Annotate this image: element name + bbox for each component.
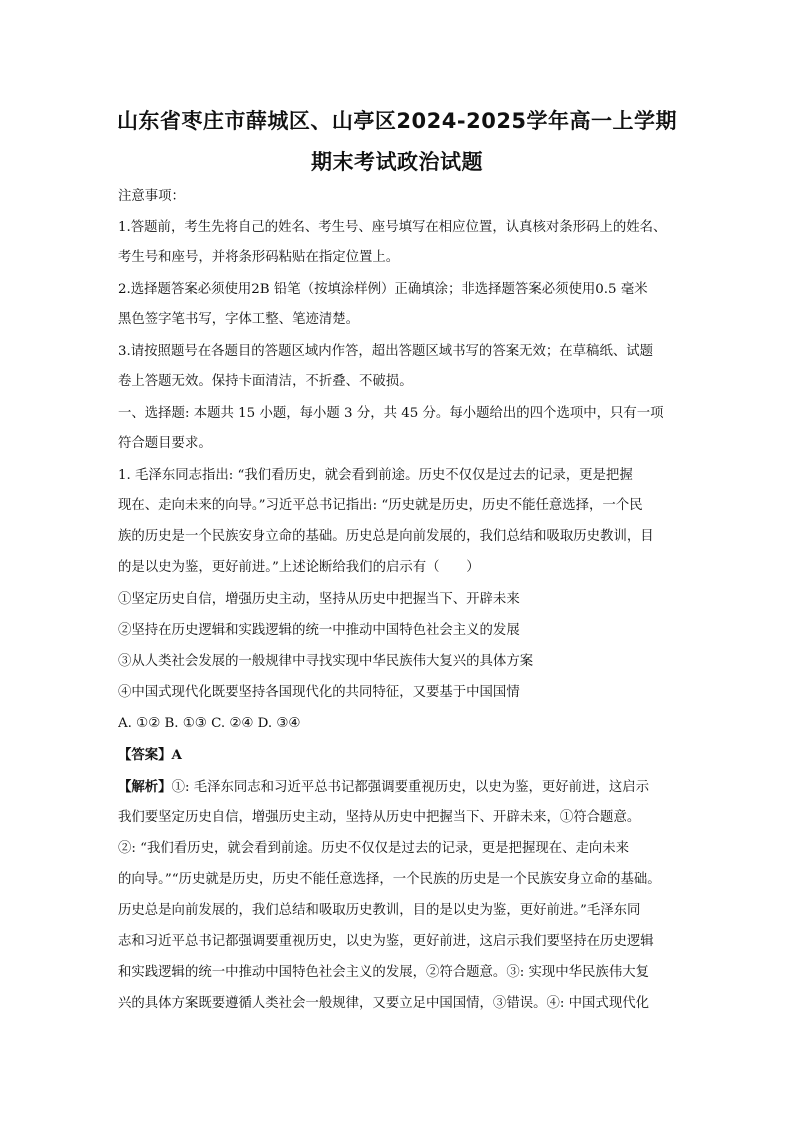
notice-line-4: 黑色签字笔书写，字体工整、笔迹清楚。: [118, 312, 360, 327]
question-1-option-3: ③从人类社会发展的一般规律中寻找实现中华民族伟大复兴的具体方案: [118, 654, 534, 669]
analysis-line-1: 【解析】①: 毛泽东同志和习近平总书记都强调要重视历史，以史为鉴，更好前进，这启示: [118, 779, 649, 795]
analysis-line-5: 历史总是向前发展的，我们总结和吸取历史教训，目的是以史为鉴，更好前进。”毛泽东同: [118, 903, 641, 918]
analysis-line-4: 的向导。”“历史就是历史，历史不能任意选择，一个民族的历史是一个民族安身立命的基础。: [118, 872, 661, 887]
notice-line-2: 考生号和座号，并将条形码粘贴在指定位置上。: [118, 250, 400, 265]
question-1-option-1: ①坚定历史自信，增强历史主动，坚持从历史中把握当下、开辟未来: [118, 592, 520, 607]
notice-line-3: 2.选择题答案必须使用2B 铅笔（按填涂样例）正确填涂；非选择题答案必须使用0.5 毫米: [118, 282, 648, 297]
question-1-choices: A. ①② B. ①③ C. ②④ D. ③④: [118, 716, 301, 731]
analysis-line-8: 兴的具体方案既要遵循人类社会一般规律，又要立足中国国情，③错误。④: 中国式现代化: [118, 996, 649, 1011]
analysis-line-6: 志和习近平总书记都强调要重视历史，以史为鉴，更好前进，这启示我们要坚持在历史逻辑: [118, 934, 654, 949]
analysis-line-3: ②: “我们看历史，就会看到前途。历史不仅仅是过去的记录，更是把握现在、走向未来: [118, 841, 630, 856]
question-1-line-4: 的是以史为鉴，更好前进。”上述论断给我们的启示有（ ）: [118, 560, 480, 575]
notice-heading: 注意事项：: [118, 189, 185, 204]
analysis-line-2: 我们要坚定历史自信，增强历史主动，坚持从历史中把握当下、开辟未来，①符合题意。: [118, 810, 641, 825]
question-1-option-4: ④中国式现代化既要坚持各国现代化的共同特征，又要基于中国国情: [118, 685, 520, 700]
notice-line-6: 卷上答题无效。保持卡面清洁，不折叠、不破损。: [118, 374, 413, 389]
section-heading-line-1: 一、选择题: 本题共 15 小题，每小题 3 分，共 45 分。每小题给出的四个选项中，只有一项: [118, 406, 664, 421]
page-title-line-1: 山东省枣庄市薛城区、山亭区2024-2025学年高一上学期: [116, 109, 678, 133]
question-1-line-2: 现在、走向未来的向导。”习近平总书记指出: “历史就是历史，历史不能任意选择，一个民: [118, 498, 643, 513]
question-1-answer: 【答案】A: [118, 747, 182, 763]
analysis-line-7: 和实践逻辑的统一中推动中国特色社会主义的发展，②符合题意。③: 实现中华民族伟大复: [118, 965, 649, 980]
section-heading-line-2: 符合题目要求。: [118, 436, 212, 451]
page-title-line-2: 期末考试政治试题: [311, 150, 483, 174]
question-1-option-2: ②坚持在历史逻辑和实践逻辑的统一中推动中国特色社会主义的发展: [118, 623, 520, 638]
question-1-line-1: 1. 毛泽东同志指出: “我们看历史，就会看到前途。历史不仅仅是过去的记录，更是把握: [118, 468, 633, 483]
notice-line-5: 3.请按照题号在各题目的答题区域内作答，超出答题区域书写的答案无效；在草稿纸、试题: [118, 344, 654, 359]
question-1-line-3: 族的历史是一个民族安身立命的基础。历史总是向前发展的，我们总结和吸取历史教训，目: [118, 529, 654, 544]
notice-line-1: 1.答题前，考生先将自己的姓名、考生号、座号填写在相应位置，认真核对条形码上的姓名、: [118, 220, 667, 235]
